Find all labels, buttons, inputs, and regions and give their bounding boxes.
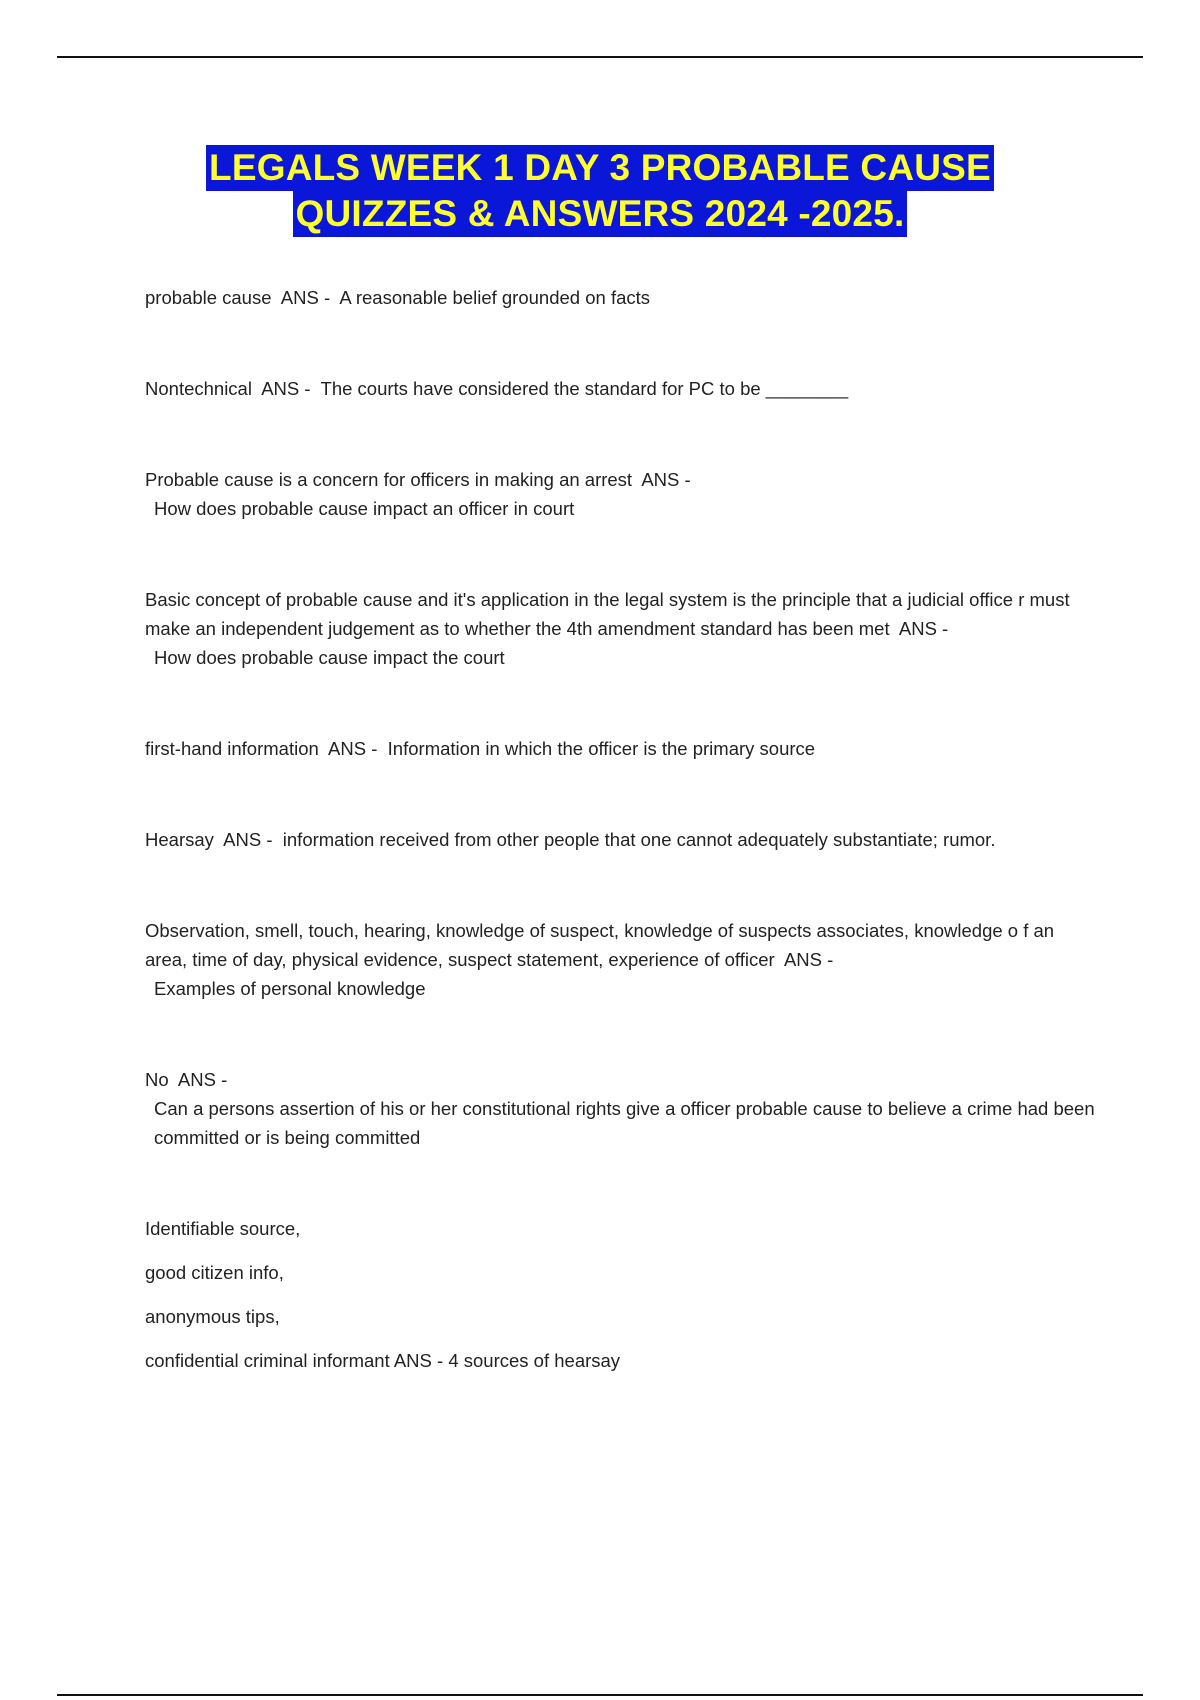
ans-marker: ANS - (177, 1069, 228, 1090)
list-item: confidential criminal informant (145, 1350, 390, 1371)
document-title (0, 145, 1200, 237)
qa-line (145, 734, 1095, 763)
qa-line (145, 916, 1095, 974)
qa-term: No (145, 1069, 169, 1090)
qa-entry (145, 585, 1095, 672)
ans-marker: ANS - (223, 829, 273, 850)
qa-line (145, 825, 1095, 854)
qa-line (145, 585, 1095, 643)
bottom-rule (57, 1694, 1143, 1696)
qa-entry (145, 283, 1095, 312)
qa-term: Observation, smell, touch, hearing, knowledge of suspect, knowledge of suspects associates, knowledge o f an area, time of day, physical evidence, suspect statement, experience of officer (145, 920, 1055, 970)
qa-line (145, 374, 1095, 403)
qa-answer: A reasonable belief grounded on facts (339, 287, 651, 308)
list-item: anonymous tips, (145, 1306, 280, 1327)
qa-entry (145, 825, 1095, 854)
qa-line (145, 1346, 1095, 1375)
ans-marker: ANS - (783, 949, 834, 970)
qa-entry (145, 734, 1095, 763)
qa-answer: Can a persons assertion of his or her constitutional rights give a officer probable cause to believe a crime had been committed or is being committed (154, 1098, 1095, 1148)
qa-entry-list (145, 1214, 1095, 1375)
qa-term: Nontechnical (145, 378, 252, 399)
qa-term: probable cause (145, 287, 272, 308)
qa-answer: information received from other people that one cannot adequately substantiate; rumor. (282, 829, 996, 850)
qa-answer: The courts have considered the standard for PC to be ________ (320, 378, 849, 399)
title-line-1: LEGALS WEEK 1 DAY 3 PROBABLE CAUSE (206, 145, 994, 191)
qa-answer: How does probable cause impact an officer in court (154, 498, 575, 519)
list-item: Identifiable source, (145, 1218, 301, 1239)
title-line-2: QUIZZES & ANSWERS 2024 -2025. (293, 191, 908, 237)
ans-marker: ANS - (393, 1350, 444, 1371)
qa-term: Hearsay (145, 829, 214, 850)
qa-line (145, 1065, 1095, 1094)
top-rule (57, 56, 1143, 58)
qa-answer: 4 sources of hearsay (448, 1350, 621, 1371)
ans-marker: ANS - (280, 287, 331, 308)
qa-term: first-hand information (145, 738, 319, 759)
qa-entry (145, 1065, 1095, 1152)
qa-entry (145, 374, 1095, 403)
qa-term: Probable cause is a concern for officers in making an arrest (145, 469, 633, 490)
qa-answer: How does probable cause impact the court (154, 647, 505, 668)
qa-entry (145, 465, 1095, 523)
ans-marker: ANS - (898, 618, 949, 639)
qa-answer: Information in which the officer is the primary source (387, 738, 816, 759)
ans-marker: ANS - (641, 469, 691, 490)
list-item: good citizen info, (145, 1262, 284, 1283)
qa-term: Basic concept of probable cause and it's application in the legal system is the principle that a judicial office r must make an independent judgement as to whether the 4th amendment standard has been met (145, 589, 1070, 639)
qa-list (145, 283, 1095, 1375)
ans-marker: ANS - (261, 378, 311, 399)
qa-line (145, 465, 1095, 494)
qa-line (145, 283, 1095, 312)
qa-entry (145, 916, 1095, 1003)
ans-marker: ANS - (328, 738, 378, 759)
qa-answer: Examples of personal knowledge (154, 978, 426, 999)
